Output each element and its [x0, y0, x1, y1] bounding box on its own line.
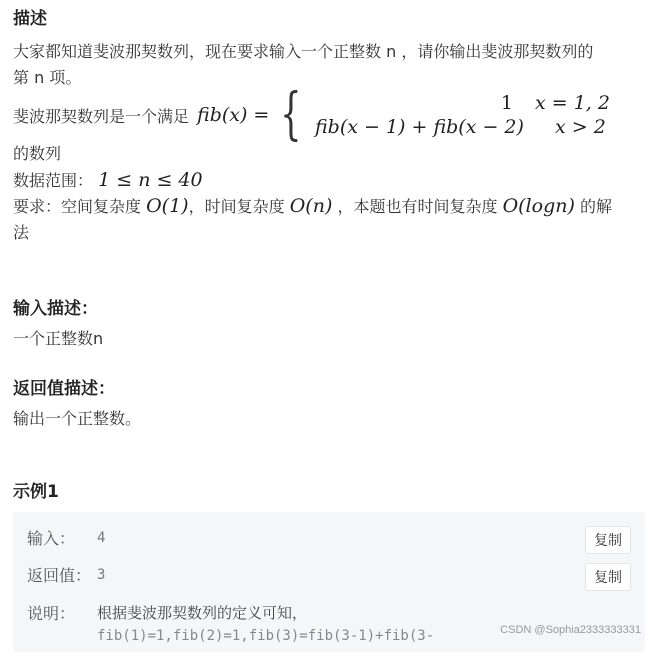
- description-heading: 描述: [13, 9, 47, 29]
- example-explain-code-row: [97, 628, 434, 644]
- data-range: [13, 167, 203, 194]
- req-label: 要求：空间复杂度: [13, 197, 142, 216]
- output-text: 输出一个正整数。: [13, 409, 142, 428]
- copy-output-button[interactable]: 复制: [585, 563, 631, 591]
- example-output-label: 返回值：: [27, 566, 92, 585]
- req-tail2: 法: [13, 223, 30, 242]
- case2-expr: fib(x − 1) + fib(x − 2): [315, 116, 524, 138]
- example-explain-label: 说明：: [27, 604, 76, 623]
- description-line-2: 第 n 项。: [13, 68, 82, 87]
- fib-suffix: 的数列: [13, 144, 62, 163]
- requirements: [13, 193, 645, 246]
- output-heading: 返回值描述：: [13, 379, 115, 399]
- example-output-value[interactable]: 3: [97, 566, 106, 583]
- example-input-label: 输入：: [27, 529, 76, 548]
- range-label: 数据范围：: [13, 171, 94, 190]
- req-mid: ，时间复杂度: [188, 197, 285, 216]
- fib-cases: [315, 92, 625, 138]
- fib-prefix: 斐波那契数列是一个满足: [13, 106, 190, 126]
- req-mid2: ，本题也有时间复杂度: [337, 197, 498, 216]
- case2-cond: x > 2: [555, 116, 606, 138]
- req-tail: 的解: [579, 197, 612, 216]
- example-explain-code: fib(1)=1,fib(2)=1,fib(3)=fib(3-1)+fib(3-: [97, 628, 435, 644]
- example-input-row: [27, 526, 105, 549]
- example-input-value[interactable]: 4: [97, 529, 106, 546]
- copy-input-button[interactable]: 复制: [585, 526, 631, 554]
- example-explain-text: 根据斐波那契数列的定义可知，: [97, 604, 308, 622]
- watermark: CSDN @Sophia2333333331: [500, 624, 641, 636]
- input-text: 一个正整数n: [13, 329, 104, 348]
- description-line-1: 大家都知道斐波那契数列，现在要求输入一个正整数 n ，请你输出斐波那契数列的: [13, 42, 594, 61]
- req-time2: O(logn): [502, 195, 575, 217]
- input-heading: 输入描述：: [13, 299, 98, 319]
- fib-definition: [13, 82, 625, 147]
- cases-brace: {: [280, 82, 302, 147]
- case1-expr: 1: [500, 92, 513, 114]
- description-text: [13, 39, 638, 91]
- range-math: 1 ≤ n ≤ 40: [98, 169, 203, 191]
- req-space: O(1): [146, 195, 189, 217]
- fib-lhs: fib(x) =: [197, 104, 270, 126]
- case1-cond: x = 1, 2: [535, 92, 610, 114]
- example-explain-row: [27, 601, 307, 624]
- req-time: O(n): [289, 195, 333, 217]
- example-heading: 示例1: [13, 482, 59, 502]
- example-output-row: [27, 563, 105, 586]
